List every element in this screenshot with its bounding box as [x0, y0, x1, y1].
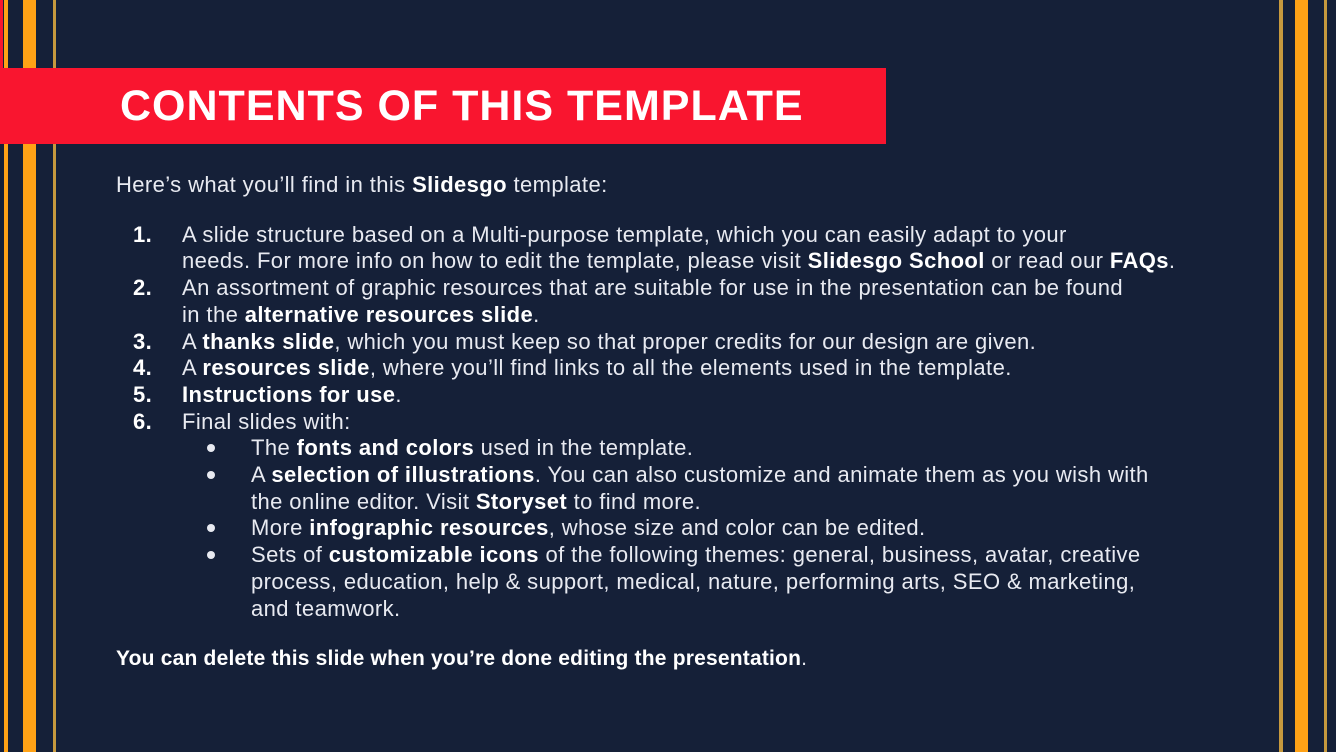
text-run: Sets of [251, 542, 329, 568]
text-run: . You can also customize and animate them as you wish with [534, 462, 1149, 488]
list-item [116, 382, 1222, 409]
item-text [182, 409, 1222, 436]
text-run: used in the template. [474, 435, 694, 461]
text-run: , whose size and color can be edited. [548, 515, 926, 541]
bullet-dot-icon [207, 551, 215, 559]
text-run: The [251, 435, 297, 461]
footer-note [116, 646, 1222, 673]
item-text [182, 275, 1222, 328]
item-number: 6. [133, 408, 153, 434]
bold-text-run: selection of illustrations [271, 462, 535, 488]
sub-bullet-item [116, 542, 1222, 622]
intro-text [116, 172, 1222, 199]
item-text [182, 329, 1222, 356]
sub-bullet-text [251, 542, 1222, 622]
bold-text-run: resources slide [202, 355, 370, 381]
bold-text-run: alternative resources slide [244, 301, 534, 327]
bold-text-run: thanks slide [202, 328, 335, 354]
bold-text-run: Instructions for use [182, 381, 396, 407]
sub-bullet-item [116, 435, 1222, 462]
bullet-dot-wrap [207, 435, 251, 462]
right-inner-gold-line [1279, 0, 1283, 752]
list-item [116, 329, 1222, 356]
text-run: A slide structure based on a Multi-purpose template, which you can easily adapt to your [182, 221, 1067, 247]
sub-bullet-item [116, 462, 1222, 515]
sub-bullet-text [251, 462, 1222, 515]
text-run: A [251, 462, 272, 488]
text-run: . [801, 647, 808, 671]
bold-text-run: Slidesgo School [807, 248, 985, 274]
title-banner [0, 68, 886, 144]
text-run: of the following themes: general, business, avatar, creative [538, 542, 1141, 568]
item-number: 1. [133, 221, 153, 247]
text-run: or read our [984, 248, 1110, 274]
item-number: 3. [133, 328, 153, 354]
bullet-dot-icon [207, 524, 215, 532]
bullet-dot-wrap [207, 462, 251, 515]
list-item [116, 355, 1222, 382]
right-outer-gold-line [1324, 0, 1327, 752]
text-run: template: [506, 172, 608, 197]
slide-body [116, 172, 1222, 673]
text-run: and teamwork. [251, 595, 401, 621]
list-item [116, 409, 1222, 436]
text-run: to find more. [567, 488, 702, 514]
bullet-dot-icon [207, 444, 215, 452]
sub-bullet-text [251, 435, 1222, 462]
text-run: needs. For more info on how to edit the template, please visit [182, 248, 808, 274]
bullet-dot-wrap [207, 542, 251, 622]
slide-title: CONTENTS OF THIS TEMPLATE [120, 81, 804, 130]
text-run: in the [182, 301, 245, 327]
sub-bullet-text [251, 515, 1222, 542]
text-run: An assortment of graphic resources that are suitable for use in the presentation can be found [182, 275, 1123, 301]
sub-bullet-item [116, 515, 1222, 542]
bullet-dot-wrap [207, 515, 251, 542]
list-item [116, 275, 1222, 328]
bold-text-run: FAQs [1109, 248, 1169, 274]
bold-text-run: fonts and colors [296, 435, 475, 461]
text-run: . [1168, 248, 1176, 274]
item-text [182, 355, 1222, 382]
text-run: , where you’ll find links to all the elements used in the template. [369, 355, 1012, 381]
text-run: . [395, 381, 402, 407]
text-run: Here’s what you’ll find in this [116, 172, 413, 197]
text-run: Final slides with: [182, 408, 351, 434]
item-number: 4. [133, 355, 153, 381]
bullet-dot-icon [207, 471, 215, 479]
text-run: A [182, 355, 203, 381]
item-number: 5. [133, 381, 153, 407]
item-number: 2. [133, 275, 153, 301]
bold-text-run: You can delete this slide when you’re done editing the presentation [116, 647, 802, 671]
text-run: A [182, 328, 203, 354]
contents-list [116, 222, 1222, 623]
item-text [182, 382, 1222, 409]
text-run: the online editor. Visit [251, 488, 476, 514]
text-run: . [533, 301, 540, 327]
bold-text-run: infographic resources [309, 515, 549, 541]
item-text [182, 222, 1222, 275]
text-run: More [251, 515, 310, 541]
right-edge-stripe-wide [1295, 0, 1308, 752]
text-run: process, education, help & support, medical, nature, performing arts, SEO & marketing, [251, 568, 1136, 594]
list-item [116, 222, 1222, 275]
bold-text-run: Slidesgo [412, 172, 507, 197]
bold-text-run: Storyset [475, 488, 568, 514]
text-run: , which you must keep so that proper credits for our design are given. [334, 328, 1037, 354]
bold-text-run: customizable icons [328, 542, 539, 568]
